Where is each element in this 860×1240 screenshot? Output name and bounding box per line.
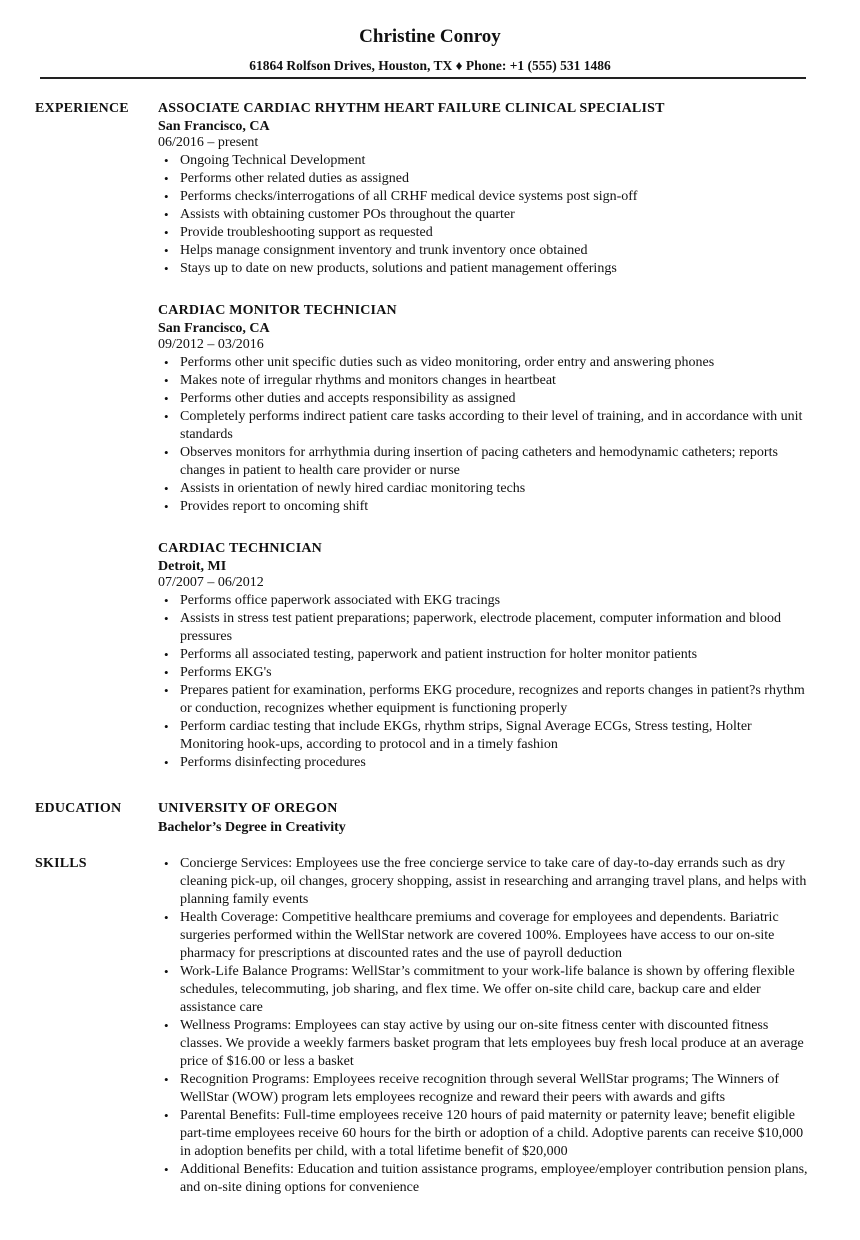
duty-item: • Performs other unit specific duties such as video monitoring, order entry and answering phones — [180, 354, 808, 372]
skill-item: • Additional Benefits: Education and tuition assistance programs, employee/employer contribution pension plans, and on-site dining options for convenience — [180, 1161, 808, 1197]
degree-name: Bachelor’s Degree in Creativity — [158, 820, 346, 835]
duty-item: • Prepares patient for examination, performs EKG procedure, recognizes and reports changes in patient?s rhythm or conduction, recognizes whether equipment is functioning properly — [180, 682, 808, 718]
skill-item: • Health Coverage: Competitive healthcare premiums and coverage for employees and dependents. Bariatric surgeries performed within the WellStar network are covered 100%. Employees have access to our on-site pharmacy for prescriptions at discounted rates and the use of payroll deduction — [180, 909, 808, 963]
duty-item: • Completely performs indirect patient care tasks according to their level of training, and in accordance with unit standards — [180, 408, 808, 444]
duty-item: • Performs EKG's — [180, 664, 808, 682]
candidate-name: Christine Conroy — [359, 26, 501, 47]
education-body — [158, 800, 808, 836]
job-title: CARDIAC TECHNICIAN — [158, 541, 322, 556]
skill-item: • Parental Benefits: Full-time employees receive 120 hours of paid maternity or paternity leave; benefit eligible part-time employees receive 60 hours for the birth or adoption of a child. Adoptive parents can receive $10,000 in adoption benefits per child, with a total lifetime benefit of $20,000 — [180, 1107, 808, 1161]
job-duties — [158, 354, 808, 516]
skills-heading: SKILLS — [35, 856, 87, 871]
job-duties — [158, 592, 808, 772]
experience-heading: EXPERIENCE — [35, 101, 129, 116]
job-dates: 07/2007 – 06/2012 — [158, 575, 264, 590]
job-entry — [158, 100, 808, 278]
job-entry — [158, 540, 808, 772]
job-entry — [158, 302, 808, 516]
duty-item: • Helps manage consignment inventory and trunk inventory once obtained — [180, 242, 808, 260]
job-location: Detroit, MI — [158, 559, 227, 574]
duty-item: • Ongoing Technical Development — [180, 152, 808, 170]
school-name: UNIVERSITY OF OREGON — [158, 801, 338, 816]
job-dates: 06/2016 – present — [158, 135, 259, 150]
experience-body — [158, 100, 808, 796]
job-title: CARDIAC MONITOR TECHNICIAN — [158, 303, 397, 318]
education-heading: EDUCATION — [35, 801, 122, 816]
job-duties — [158, 152, 808, 278]
skill-item: • Concierge Services: Employees use the free concierge service to take care of day-to-day errands such as dry cleaning pick-up, oil changes, grocery shopping, assist in researching and arranging travel plans, and helps with planning family events — [180, 855, 808, 909]
job-location: San Francisco, CA — [158, 119, 270, 134]
skill-item: • Wellness Programs: Employees can stay active by using our on-site fitness center with discounted fitness classes. We provide a weekly farmers basket program that lets employees buy fresh local produce at an average price of $16.00 or less a basket — [180, 1017, 808, 1071]
duty-item: • Provide troubleshooting support as requested — [180, 224, 808, 242]
duty-item: • Perform cardiac testing that include EKGs, rhythm strips, Signal Average ECGs, Stress testing, Holter Monitoring hook-ups, according to protocol and in a timely fashion — [180, 718, 808, 754]
job-location: San Francisco, CA — [158, 321, 270, 336]
duty-item: • Provides report to oncoming shift — [180, 498, 808, 516]
duty-item: • Assists with obtaining customer POs throughout the quarter — [180, 206, 808, 224]
duty-item: • Performs other duties and accepts responsibility as assigned — [180, 390, 808, 408]
duty-item: • Assists in stress test patient preparations; paperwork, electrode placement, computer information and blood pressures — [180, 610, 808, 646]
skills-list — [158, 855, 808, 1197]
duty-item: • Performs all associated testing, paperwork and patient instruction for holter monitor patients — [180, 646, 808, 664]
skill-item: • Recognition Programs: Employees receive recognition through several WellStar programs; The Winners of WellStar (WOW) program lets employees recognize and reward their peers with awards and gifts — [180, 1071, 808, 1107]
duty-item: • Performs other related duties as assigned — [180, 170, 808, 188]
duty-item: • Performs disinfecting procedures — [180, 754, 808, 772]
duty-item: • Assists in orientation of newly hired cardiac monitoring techs — [180, 480, 808, 498]
duty-item: • Observes monitors for arrhythmia during insertion of pacing catheters and hemodynamic catheters; reports changes in patient to health care provider or nurse — [180, 444, 808, 480]
contact-line: 61864 Rolfson Drives, Houston, TX ♦ Phone: +1 (555) 531 1486 — [249, 58, 611, 73]
job-dates: 09/2012 – 03/2016 — [158, 337, 264, 352]
skills-body — [158, 855, 808, 1197]
resume-header — [0, 0, 860, 74]
skill-item: • Work-Life Balance Programs: WellStar’s commitment to your work-life balance is shown by offering flexible schedules, telecommuting, job sharing, and flex time. We offer on-site child care, backup care and elder assistance care — [180, 963, 808, 1017]
duty-item: • Performs office paperwork associated with EKG tracings — [180, 592, 808, 610]
duty-item: • Makes note of irregular rhythms and monitors changes in heartbeat — [180, 372, 808, 390]
header-divider — [40, 77, 806, 79]
job-title: ASSOCIATE CARDIAC RHYTHM HEART FAILURE CLINICAL SPECIALIST — [158, 101, 665, 116]
duty-item: • Performs checks/interrogations of all CRHF medical device systems post sign-off — [180, 188, 808, 206]
duty-item: • Stays up to date on new products, solutions and patient management offerings — [180, 260, 808, 278]
